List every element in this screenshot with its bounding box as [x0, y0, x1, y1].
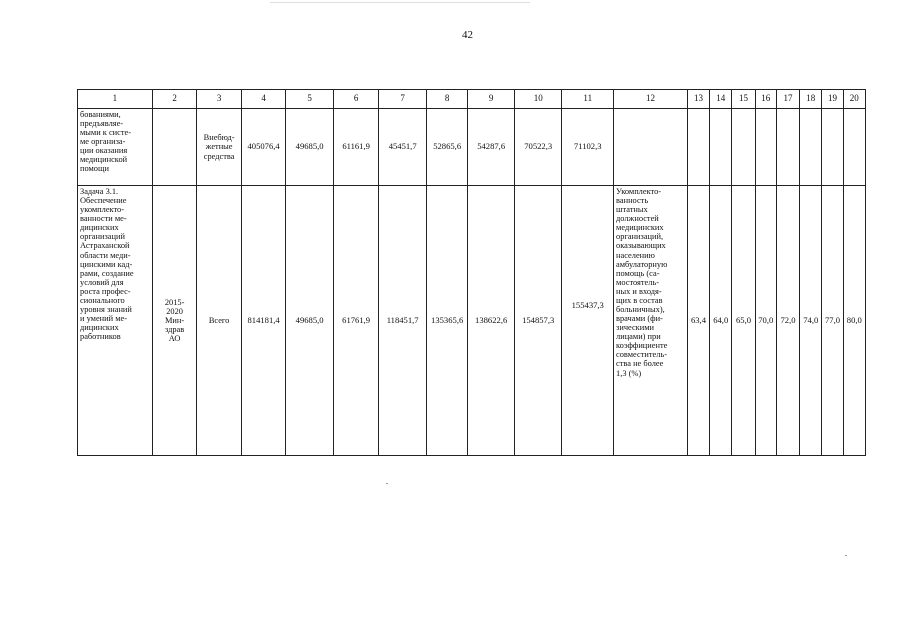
- target-value: [710, 109, 732, 186]
- indicator-text: [614, 109, 688, 186]
- header-cell: 15: [732, 90, 755, 109]
- scan-artifact: [386, 483, 388, 484]
- target-value: [732, 109, 755, 186]
- header-cell: 7: [379, 90, 427, 109]
- amount-2015: 49685,0: [286, 109, 334, 186]
- header-cell: 14: [710, 90, 732, 109]
- header-cell: 10: [514, 90, 562, 109]
- target-value: 74,0: [800, 186, 822, 456]
- header-cell: 1: [78, 90, 153, 109]
- amount-2020: 154857,3: [514, 186, 562, 456]
- header-cell: 3: [197, 90, 242, 109]
- header-cell: 20: [843, 90, 865, 109]
- header-row: [78, 90, 866, 109]
- target-value: [800, 109, 822, 186]
- amount-2017: 45451,7: [379, 109, 427, 186]
- amount-2019: 54287,6: [468, 109, 515, 186]
- funding-source: Внебюд- жетные средства: [197, 109, 242, 186]
- header-cell: 4: [241, 90, 286, 109]
- amount-2018: 52865,6: [426, 109, 467, 186]
- period-executor: [152, 109, 197, 186]
- target-value: [755, 109, 776, 186]
- amount-extra: 71102,3: [562, 109, 614, 186]
- header-cell: 2: [152, 90, 197, 109]
- amount-2016: 61761,9: [333, 186, 379, 456]
- header-cell: 17: [776, 90, 799, 109]
- target-value: 64,0: [710, 186, 732, 456]
- funding-source: Всего: [197, 186, 242, 456]
- target-value: [687, 109, 709, 186]
- scan-artifact: [845, 555, 847, 556]
- target-value: 65,0: [732, 186, 755, 456]
- amount-2017: 118451,7: [379, 186, 427, 456]
- header-cell: 9: [468, 90, 515, 109]
- amount-2019: 138622,6: [468, 186, 515, 456]
- target-value: [822, 109, 843, 186]
- target-value: 77,0: [822, 186, 843, 456]
- amount-2018: 135365,6: [426, 186, 467, 456]
- task-description: бованиями, предъявляе- мыми к систе- ме организа- ции оказания медицинской помощи: [78, 109, 153, 186]
- amount-2020: 70522,3: [514, 109, 562, 186]
- header-cell: 11: [562, 90, 614, 109]
- amount-total: 814181,4: [241, 186, 286, 456]
- target-value: 70,0: [755, 186, 776, 456]
- header-cell: 16: [755, 90, 776, 109]
- target-value: 63,4: [687, 186, 709, 456]
- target-value: [776, 109, 799, 186]
- target-value: 80,0: [843, 186, 865, 456]
- header-cell: 8: [426, 90, 467, 109]
- target-value: 72,0: [776, 186, 799, 456]
- header-cell: 19: [822, 90, 843, 109]
- amount-2016: 61161,9: [333, 109, 379, 186]
- period-executor: 2015- 2020 Мин- здрав АО: [152, 186, 197, 456]
- header-cell: 5: [286, 90, 334, 109]
- header-cell: 13: [687, 90, 709, 109]
- scan-artifact: [270, 2, 530, 3]
- target-value: [843, 109, 865, 186]
- table-row: [78, 186, 866, 456]
- header-cell: 18: [800, 90, 822, 109]
- page-number: 42: [462, 29, 473, 41]
- header-cell: 12: [614, 90, 688, 109]
- program-table: [77, 89, 866, 456]
- amount-extra: 155437,3: [562, 186, 614, 456]
- amount-2015: 49685,0: [286, 186, 334, 456]
- task-description: Задача 3.1. Обеспечение укомплекто- ванности ме- дицинских организаций Астраханской области меди- цинскими кад- рами, создание условий для роста профес- сионального уровня знаний и умений ме- дицинских работников: [78, 186, 153, 456]
- amount-total: 405076,4: [241, 109, 286, 186]
- header-cell: 6: [333, 90, 379, 109]
- table-row: [78, 109, 866, 186]
- indicator-text: Укомплекто- ванность штатных должностей медицинских организаций, оказывающих населению амбулаторную помощь (са- мостоятель- ных и входя- щих в состав больничных), врачами (фи- зическими лицами) при коэффициенте совместитель- ства не более 1,3 (%): [614, 186, 688, 456]
